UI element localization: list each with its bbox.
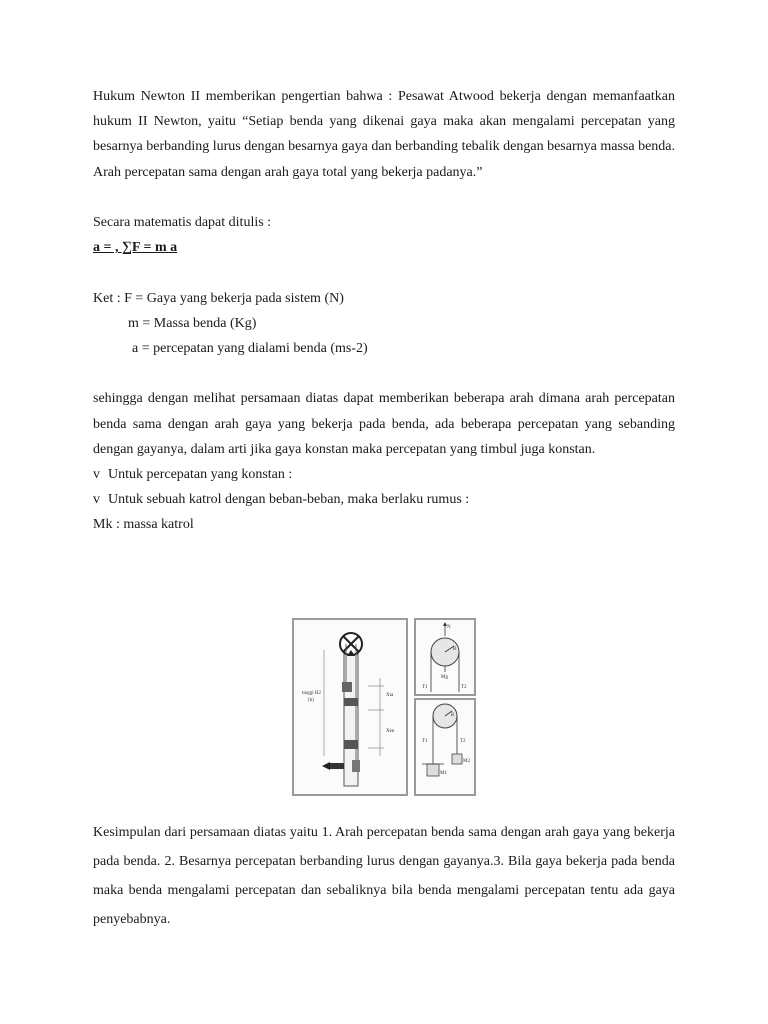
- m2-label: M2: [463, 759, 470, 764]
- atwood-figure: [292, 618, 476, 796]
- document-body: [93, 84, 675, 538]
- pulley-force-diagram: [414, 618, 476, 696]
- ket-line-2: m = Massa benda (Kg): [128, 315, 257, 331]
- r-label: R: [453, 647, 457, 652]
- intro-paragraph: Hukum Newton II memberikan pengertian bahwa : Pesawat Atwood bekerja dengan memanfaatkan hukum II Newton, yaitu “Setiap benda yang dikenai gaya maka akan mengalami percepatan yang besarnya berbanding lurus dengan besarnya gaya dan berbanding tebalik dengan besarnya massa benda. Arah percepatan sama dengan arah gaya total yang bekerja padanya.”: [93, 89, 675, 180]
- bullet-mark: v: [93, 492, 100, 508]
- mg-label: Mg: [441, 675, 448, 680]
- bullet-text: Untuk sebuah katrol dengan beban-beban, maka berlaku rumus :: [108, 492, 470, 508]
- mk-line: Mk : massa katrol: [93, 517, 194, 533]
- t1-label: T1: [422, 739, 428, 744]
- bullet-mark: v: [93, 467, 100, 482]
- conclusion-paragraph: Kesimpulan dari persamaan diatas yaitu 1. Arah percepatan benda sama dengan arah gaya yang bekerja pada benda. 2. Besarnya percepatan berbanding lurus dengan gayanya.3. Bila gaya bekerja pada benda maka benda mengalami percepatan dan sebaliknya bila benda mengalami percepatan tentu ada gaya penyebabnya.: [93, 825, 675, 927]
- r-label: R: [451, 713, 455, 718]
- svg-text:Xta: Xta: [386, 693, 394, 698]
- t1-label: T1: [422, 685, 428, 690]
- t2-label: T2: [460, 739, 466, 744]
- atwood-machine-diagram: [292, 618, 408, 796]
- math-intro: Secara matematis dapat ditulis :: [93, 215, 272, 230]
- svg-text:Xen: Xen: [386, 729, 395, 734]
- bullet-item: [93, 487, 675, 512]
- bullet-text: Untuk percepatan yang konstan :: [108, 467, 293, 482]
- tinggi-unit-label: (h): [308, 698, 314, 703]
- bullet-item: [93, 462, 675, 487]
- t2-label: T2: [461, 685, 467, 690]
- tinggi-label: tinggi H2: [302, 691, 322, 696]
- n-label: N: [447, 625, 451, 630]
- ket-line-1: Ket : F = Gaya yang bekerja pada sistem (N): [93, 290, 344, 306]
- explanation-paragraph: sehingga dengan melihat persamaan diatas dapat memberikan beberapa arah dimana arah percepatan benda sama dengan arah gaya yang bekerja pada benda, ada beberapa percepatan yang sebanding dengan gayanya, dalam arti jika gaya konstan maka percepatan yang timbul juga konstan.: [93, 391, 675, 457]
- formula: a = , ∑F = m a: [93, 240, 178, 256]
- m1-label: M1: [440, 771, 447, 776]
- pulley-masses-diagram: [414, 698, 476, 796]
- ket-line-3: a = percepatan yang dialami benda (ms-2): [132, 341, 368, 356]
